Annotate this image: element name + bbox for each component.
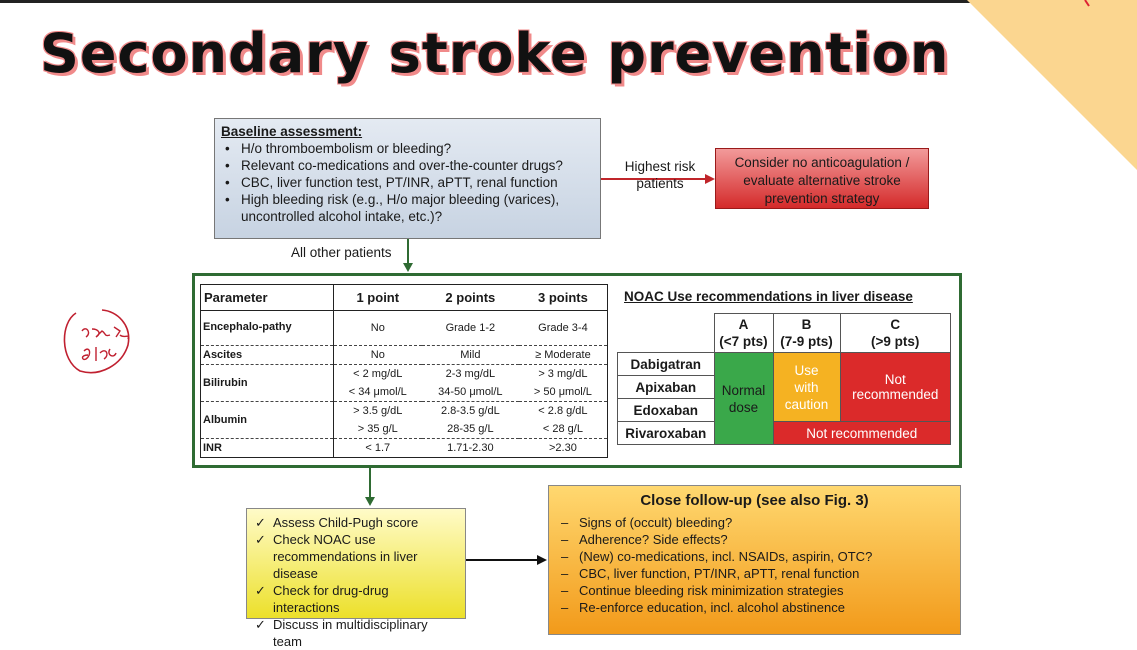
table-row — [201, 401, 608, 420]
list-item: – Re-enforce education, incl. alcohol abstinence — [579, 599, 950, 616]
table-row — [201, 345, 608, 364]
list-item: • Relevant co-medications and over-the-counter drugs? — [241, 157, 594, 174]
param-cell: Ascites — [201, 345, 334, 364]
table-cell: < 1.7 — [365, 441, 391, 454]
column-header: 2 points — [422, 285, 519, 311]
table-cell: > 3 mg/dL — [538, 367, 588, 380]
drug-name: Rivaroxaban — [618, 422, 715, 445]
param-cell: Albumin — [201, 401, 334, 438]
no-anticoagulation-box: Consider no anticoagulation / evaluate alternative stroke prevention strategy — [715, 148, 929, 209]
column-header: 1 point — [333, 285, 422, 311]
table-cell: > 50 μmol/L — [519, 383, 608, 402]
table-cell: >2.30 — [549, 441, 577, 454]
drug-name: Apixaban — [618, 376, 715, 399]
table-cell: 1.71-2.30 — [447, 441, 494, 454]
list-item: – Adherence? Side effects? — [579, 531, 950, 548]
param-cell: INR — [201, 438, 334, 457]
follow-up-list — [559, 514, 950, 616]
drug-name: Dabigatran — [618, 353, 715, 376]
baseline-heading: Baseline assessment: — [221, 124, 363, 139]
baseline-assessment-box — [214, 118, 601, 239]
table-row — [201, 310, 608, 345]
list-item: – (New) co-medications, incl. NSAIDs, aspirin, OTC? — [579, 548, 950, 565]
caution-cell: Use with caution — [773, 353, 840, 422]
list-item: ✓ Discuss in multidisciplinary team — [273, 616, 457, 650]
column-header-c: C (>9 pts) — [840, 314, 951, 353]
param-cell: Encephalo-pathy — [201, 310, 334, 345]
table-cell: > 35 g/L — [333, 420, 422, 439]
table-cell: No — [333, 345, 422, 364]
list-item: • CBC, liver function test, PT/INR, aPTT, renal function — [241, 174, 594, 191]
follow-up-box — [548, 485, 961, 635]
table-cell: Grade 1-2 — [422, 310, 519, 345]
table-row — [201, 438, 608, 457]
table-cell: > 3.5 g/dL — [353, 404, 403, 417]
list-item: • High bleeding risk (e.g., H/o major bleeding (varices), uncontrolled alcohol intake, etc.)? — [241, 191, 594, 225]
table-cell: ≥ Moderate — [519, 345, 608, 364]
column-header: Parameter — [201, 285, 334, 311]
table-cell: < 2.8 g/dL — [538, 404, 588, 417]
all-other-patients-label: All other patients — [291, 245, 392, 260]
list-item: – CBC, liver function, PT/INR, aPTT, renal function — [579, 565, 950, 582]
table-cell: 2-3 mg/dL — [445, 367, 496, 380]
slide-title: Secondary stroke prevention — [40, 22, 950, 85]
child-pugh-table — [200, 284, 608, 458]
column-header-b: B (7-9 pts) — [773, 314, 840, 353]
column-header: 3 points — [519, 285, 608, 311]
table-cell: Mild — [422, 345, 519, 364]
highest-risk-label: Highest risk patients — [624, 159, 696, 191]
table-cell: 34-50 μmol/L — [422, 383, 519, 402]
list-item: ✓ Assess Child-Pugh score — [273, 514, 457, 531]
checklist — [255, 514, 457, 650]
table-row — [201, 364, 608, 383]
empty-cell — [618, 314, 715, 353]
list-item: ✓ Check NOAC use recommendations in liver disease — [273, 531, 457, 582]
noac-table — [617, 313, 951, 445]
list-item: – Continue bleeding risk minimization strategies — [579, 582, 950, 599]
table-cell: 2.8-3.5 g/dL — [440, 404, 500, 417]
not-recommended-cell: Not recommended — [840, 353, 951, 422]
param-cell: Bilirubin — [201, 364, 334, 401]
baseline-list — [221, 140, 594, 225]
table-cell: < 2 mg/dL — [353, 367, 403, 380]
table-cell: < 28 g/L — [519, 420, 608, 439]
rivaroxaban-not-recommended-cell: Not recommended — [773, 422, 951, 445]
column-header-a: A (<7 pts) — [714, 314, 773, 353]
drug-name: Edoxaban — [618, 399, 715, 422]
table-cell: Grade 3-4 — [519, 310, 608, 345]
list-item: • H/o thromboembolism or bleeding? — [241, 140, 594, 157]
follow-up-heading: Close follow-up (see also Fig. 3) — [640, 492, 869, 509]
list-item: ✓ Check for drug-drug interactions — [273, 582, 457, 616]
table-cell: 28-35 g/L — [422, 420, 519, 439]
actions-checklist-box — [246, 508, 466, 649]
table-cell: No — [333, 310, 422, 345]
table-cell: < 34 μmol/L — [333, 383, 422, 402]
normal-dose-cell: Normal dose — [714, 353, 773, 445]
list-item: – Signs of (occult) bleeding? — [579, 514, 950, 531]
noac-title: NOAC Use recommendations in liver disease — [624, 289, 913, 304]
